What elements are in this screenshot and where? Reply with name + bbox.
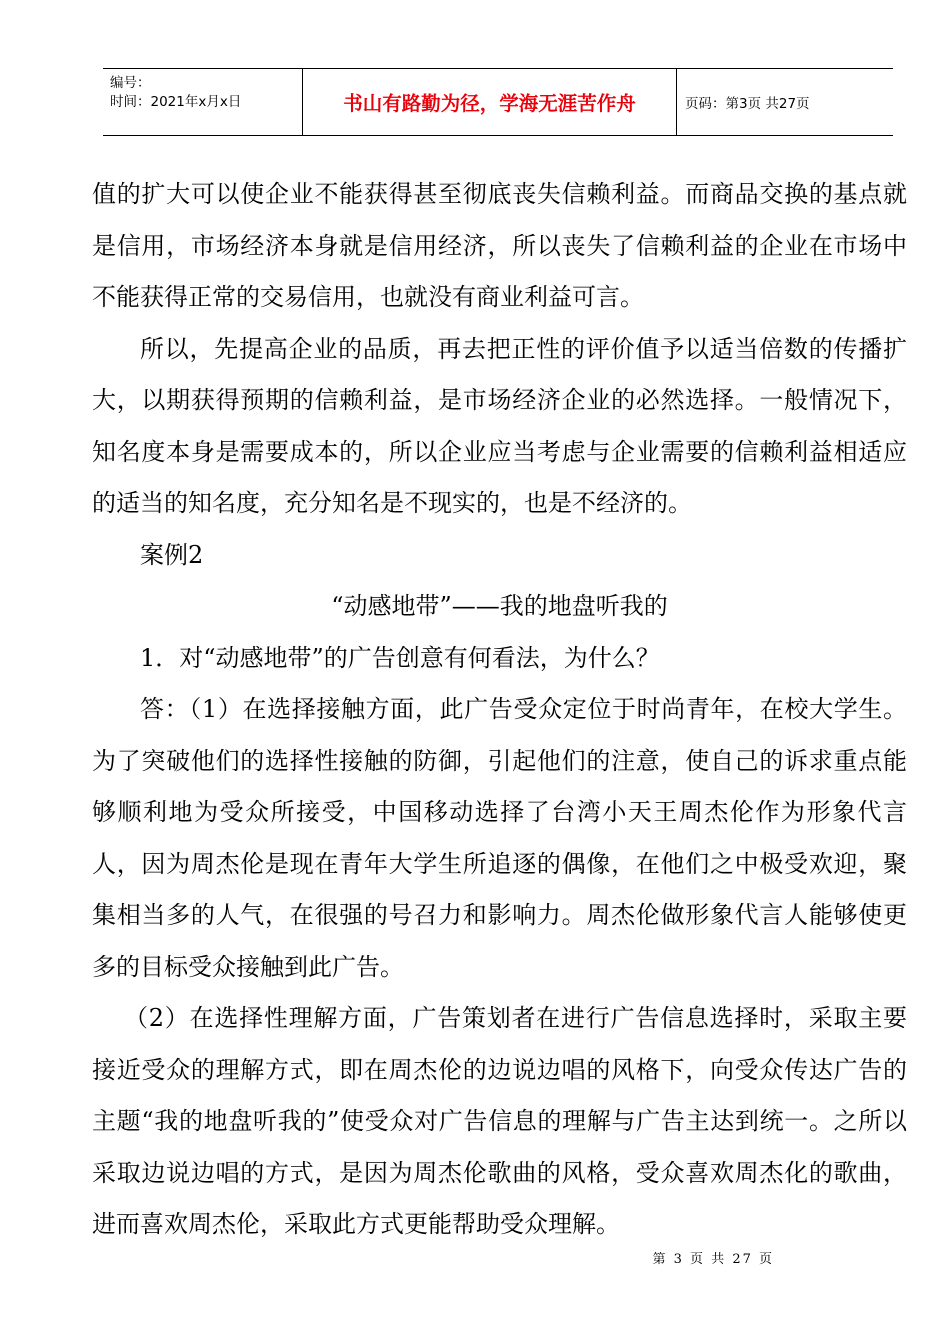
- document-body: [92, 169, 907, 1251]
- header-meta-cell: [103, 69, 303, 135]
- page-code: 页码：第3页 共27页: [685, 96, 810, 112]
- paragraph: 所以，先提高企业的品质，再去把正性的评价值予以适当倍数的传播扩大，以期获得预期的信赖利益，是市场经济企业的必然选择。一般情况下，知名度本身是需要成本的，所以企业应当考虑与企业需要的信赖利益相适应的适当的知名度，充分知名是不现实的，也是不经济的。: [92, 334, 907, 517]
- paragraph: 值的扩大可以使企业不能获得甚至彻底丧失信赖利益。而商品交换的基点就是信用，市场经济本身就是信用经济，所以丧失了信赖利益的企业在市场中不能获得正常的交易信用，也就没有商业利益可言。: [92, 180, 907, 311]
- case-label: 案例2: [140, 540, 204, 569]
- question: 1．对“动感地带”的广告创意有何看法，为什么？: [140, 643, 660, 672]
- case-title: “动感地带”——我的地盘听我的: [331, 592, 668, 620]
- number-label: 编号：: [110, 75, 151, 91]
- header-motto-cell: [303, 69, 677, 135]
- answer-paragraph: （2）在选择性理解方面，广告策划者在进行广告信息选择时，采取主要接近受众的理解方式，即在周杰伦的边说边唱的风格下，向受众传达广告的主题“我的地盘听我的”使受众对广告信息的理解与广告主达到统一。之所以采取边说边唱的方式，是因为周杰伦歌曲的风格，受众喜欢周杰化的歌曲，进而喜欢周杰伦，采取此方式更能帮助受众理解。: [92, 1004, 907, 1238]
- page-footer: [0, 1248, 950, 1267]
- footer-page-number: 第 3 页 共 27 页: [652, 1252, 774, 1267]
- page-header: [103, 68, 893, 136]
- answer-paragraph: 答：（1）在选择接触方面，此广告受众定位于时尚青年，在校大学生。为了突破他们的选择性接触的防御，引起他们的注意，使自己的诉求重点能够顺利地为受众所接受，中国移动选择了台湾小天王周杰伦作为形象代言人，因为周杰伦是现在青年大学生所追逐的偶像，在他们之中极受欢迎，聚集相当多的人气，在很强的号召力和影响力。周杰伦做形象代言人能够使更多的目标受众接触到此广告。: [92, 695, 907, 981]
- header-page-cell: [677, 69, 893, 135]
- time-label: 时间：2021年x月x日: [110, 94, 242, 110]
- motto-text: 书山有路勤为径，学海无涯苦作舟: [343, 92, 636, 115]
